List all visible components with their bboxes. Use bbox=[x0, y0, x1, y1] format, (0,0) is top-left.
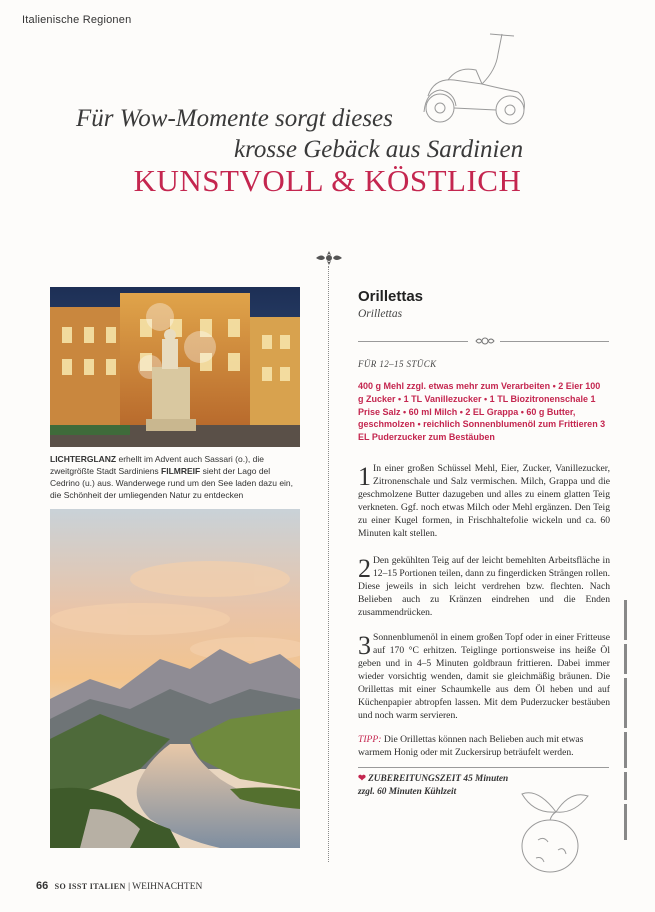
tip-text: Die Orillettas können nach Belieben auch mit etwas warmem Honig oder mit Zuckersirup beträufelt werden. bbox=[358, 734, 584, 758]
photo-lago-del-cedrino bbox=[50, 509, 300, 848]
page-number: 66 bbox=[36, 880, 49, 892]
heart-icon: ❤ bbox=[358, 774, 366, 784]
step-text: Sonnenblumenöl in einem großen Topf oder in einer Fritteuse auf 170 °C erhitzen. Teiglinge portionsweise ins heiße Öl geben und in 4–5 Minuten goldbraun frittieren. Dabei immer wieder vorsichtig wenden, damit sie gleichmäßig bräunen. Die Orillettas mit einer Schaumkelle aus dem Öl heben und auf Küchenpapier abtropfen lassen. Mit dem Puderzucker bestäuben und noch warm servieren. bbox=[358, 632, 610, 721]
rule-left bbox=[358, 341, 468, 342]
step-number: 3 bbox=[358, 631, 371, 660]
ingredient-list: 400 g Mehl zzgl. etwas mehr zum Verarbeiten • 2 Eier 100 g Zucker • 1 TL Vanillezucker • 1 TL Biozitronenschale 1 Prise Salz • 60 ml Milch • 2 EL Grappa • 60 g Butter, geschmolzen • reichlich Sonnenblumenöl zum Frittieren 3 EL Puderzucker zum Bestäuben bbox=[358, 381, 606, 443]
caption-lead: LICHTERGLANZ bbox=[50, 454, 117, 464]
recipe-title: Orillettas bbox=[358, 288, 424, 305]
vespa-illustration bbox=[418, 26, 530, 130]
caption-text-1: erhellt im Advent auch Sassari (o.), die zweitgrößte Stadt Sardiniens bbox=[50, 454, 264, 476]
page-title: KUNSTVOLL & KÖSTLICH bbox=[133, 163, 522, 198]
step-1 bbox=[358, 462, 610, 540]
step-text: Den gekühlten Teig auf der leicht bemehlten Arbeitsfläche in 12–15 Portionen teilen, dann zu fingerdicken Strängen rollen. Diese jeweils in sich leicht verdrehen bzw. flechten. Nach Belieben auch zu Kränzen eindrehen und die Enden zusammendrücken. bbox=[358, 555, 610, 618]
column-divider bbox=[328, 266, 329, 862]
prep-time bbox=[358, 773, 508, 799]
prep-time-chill: zzgl. 60 Minuten Kühlzeit bbox=[358, 787, 457, 797]
lemon-illustration bbox=[508, 780, 598, 880]
photo-credits-strip bbox=[622, 600, 629, 840]
issue-name: | WEIHNACHTEN bbox=[128, 882, 203, 892]
rule-time bbox=[358, 767, 609, 768]
rule-right bbox=[500, 341, 609, 342]
tagline-line-1: Für Wow-Momente sorgt dieses bbox=[76, 105, 393, 132]
prep-time-main: ZUBEREITUNGSZEIT 45 Minuten bbox=[368, 774, 509, 784]
step-3 bbox=[358, 631, 610, 722]
photo-sassari bbox=[50, 287, 300, 447]
section-label: Italienische Regionen bbox=[22, 14, 132, 26]
recipe-subtitle: Orillettas bbox=[358, 308, 403, 320]
caption-text-2: sieht der Lago del Cedrino (u.) aus. Wanderwege rund um den See laden dazu ein, die Schönheit der umliegenden Natur zu entdecken bbox=[50, 466, 294, 500]
tagline-line-2: krosse Gebäck aus Sardinien bbox=[234, 136, 524, 163]
magazine-name: SO ISST ITALIEN bbox=[54, 882, 126, 891]
page-footer bbox=[36, 880, 202, 892]
step-text: In einer großen Schüssel Mehl, Eier, Zucker, Vanillezucker, Zitronenschale und Salz vermischen. Milch, Grappa und die geschmolzene Butter dazugeben und alles zu einem glatten Teig verkneten. Ggf. noch etwas Milch oder Mehl ergänzen. Den Teig zu einer Kugel formen, in Frischhaltefolie wickeln und ca. 60 Minuten kalt stellen. bbox=[358, 463, 610, 539]
step-2 bbox=[358, 554, 610, 619]
tip-box bbox=[358, 733, 610, 759]
tip-label: TIPP: bbox=[358, 734, 382, 745]
caption-highlight: FILMREIF bbox=[161, 466, 201, 476]
ornament-icon bbox=[314, 249, 344, 267]
step-number: 2 bbox=[358, 554, 371, 583]
step-number: 1 bbox=[358, 462, 371, 491]
ornament-small-icon bbox=[475, 335, 495, 347]
recipe-yield: FÜR 12–15 STÜCK bbox=[358, 359, 437, 369]
photo-caption bbox=[50, 453, 302, 501]
